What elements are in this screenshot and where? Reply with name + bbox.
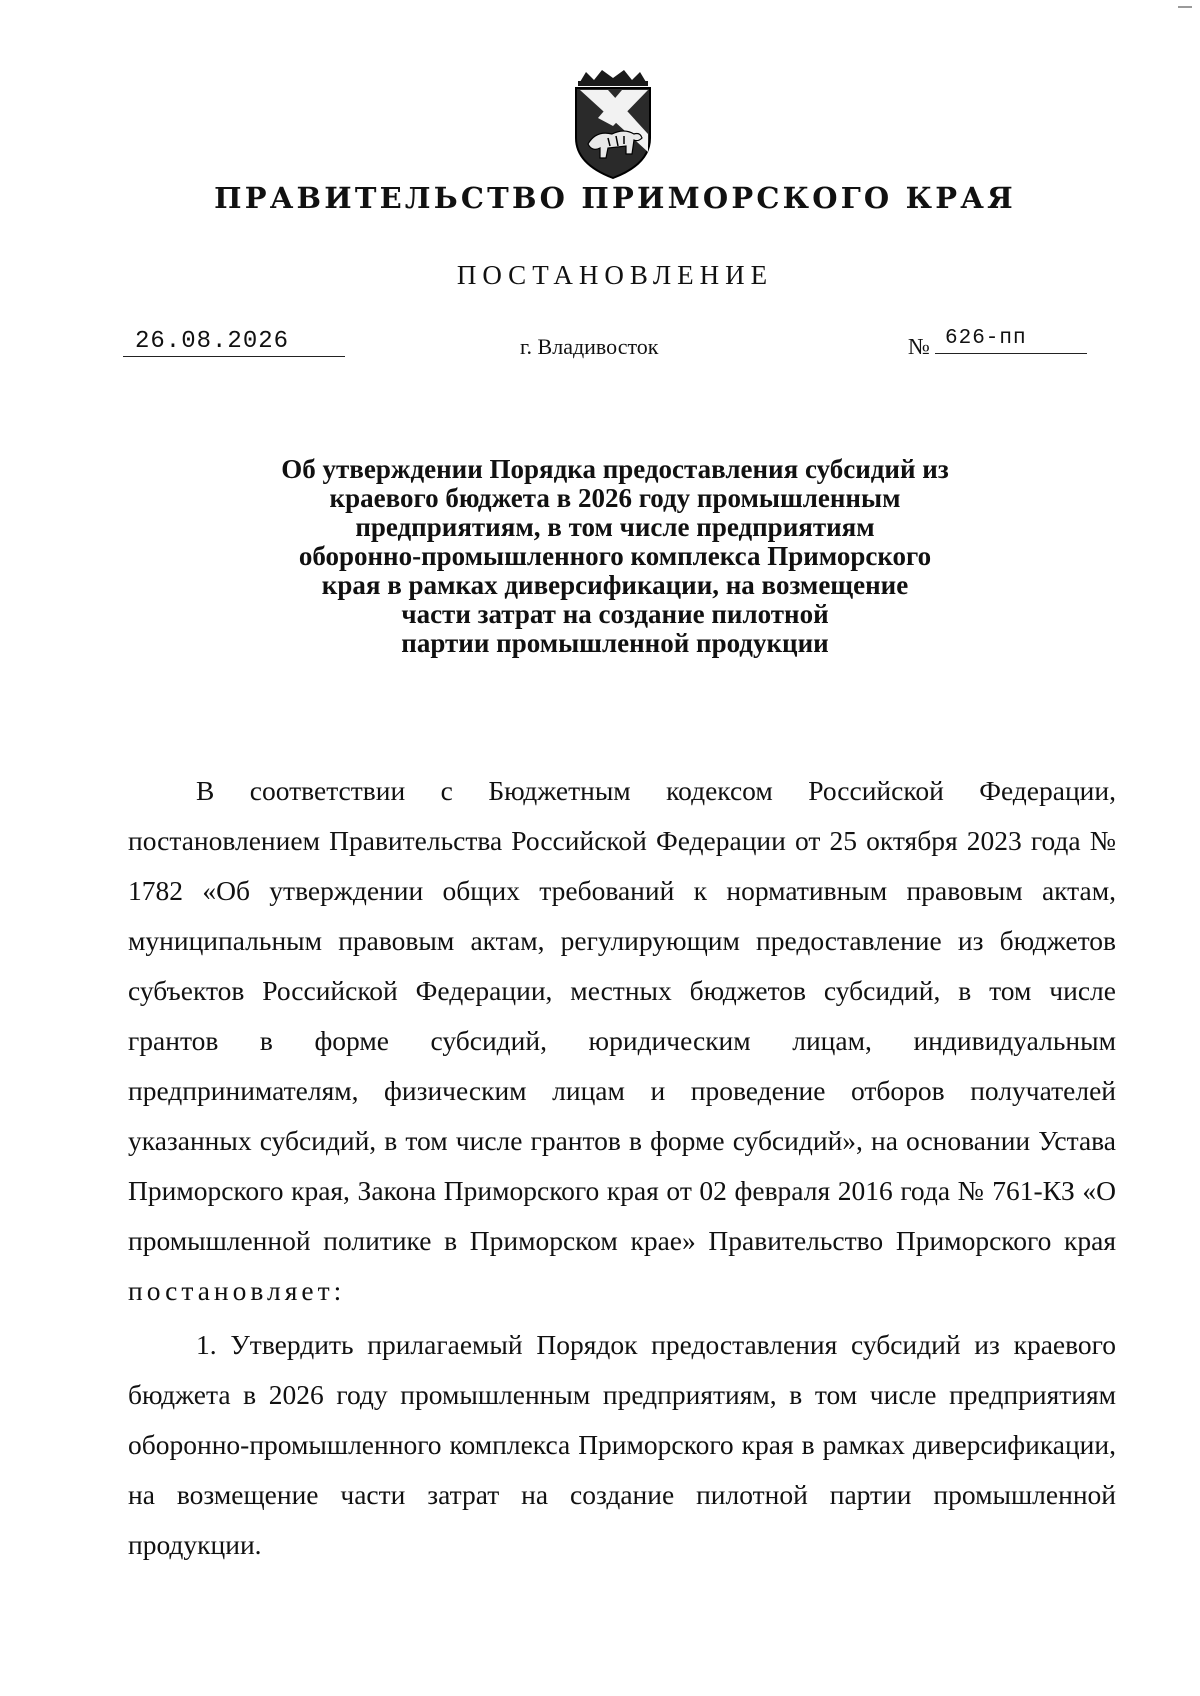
heading-line: края в рамках диверсификации, на возмещение — [321, 570, 909, 600]
heading-line: Об утверждении Порядка предоставления субсидий из — [281, 454, 949, 484]
document-heading — [200, 455, 1030, 658]
preamble-paragraph — [128, 766, 1116, 1316]
document-type: ПОСТАНОВЛЕНИЕ — [456, 260, 774, 290]
document-city: г. Владивосток — [520, 334, 659, 359]
coat-of-arms-primorsky-icon — [568, 68, 658, 180]
heading-line: краевого бюджета в 2026 году промышленным — [329, 483, 901, 513]
preamble-text: В соответствии с Бюджетным кодексом Российской Федерации, постановлением Правительства Российской Федерации от 25 октября 2023 года № 1782 «Об утверждении общих требований к нормативным правовым актам, муниципальным правовым актам, регулирующим предоставление из бюджетов субъектов Российской Федерации, местных бюджетов субсидий, в том числе грантов в форме субсидий, юридическим лицам, индивидуальным предпринимателям, физическим лицам и проведение отборов получателей указанных субсидий, в том числе грантов в форме субсидий», на основании Устава Приморского края, Закона Приморского края от 02 февраля 2016 года № 761-КЗ «О промышленной политике в Приморском крае» Правительство Приморского края — [128, 775, 1116, 1256]
resolves-word: постановляет: — [128, 1275, 346, 1306]
document-number: 626-пп — [935, 325, 1087, 354]
heading-line: предприятиям, в том числе предприятиям — [355, 512, 875, 542]
document-date: 26.08.2026 — [123, 328, 345, 357]
scan-mark — [1178, 6, 1192, 8]
item-1-paragraph: 1. Утвердить прилагаемый Порядок предоставления субсидий из краевого бюджета в 2026 году промышленным предприятиям, в том числе предприятиям оборонно-промышленного комплекса Приморского края в рамках диверсификации, на возмещение части затрат на создание пилотной партии промышленной продукции. — [128, 1329, 1116, 1560]
heading-line: части затрат на создание пилотной — [401, 599, 829, 629]
document-body — [128, 766, 1116, 1570]
heading-line: оборонно-промышленного комплекса Приморского — [298, 541, 932, 571]
number-sign: № — [908, 334, 930, 359]
heading-line: партии промышленной продукции — [401, 628, 829, 658]
government-title: ПРАВИТЕЛЬСТВО ПРИМОРСКОГО КРАЯ — [214, 181, 1016, 215]
